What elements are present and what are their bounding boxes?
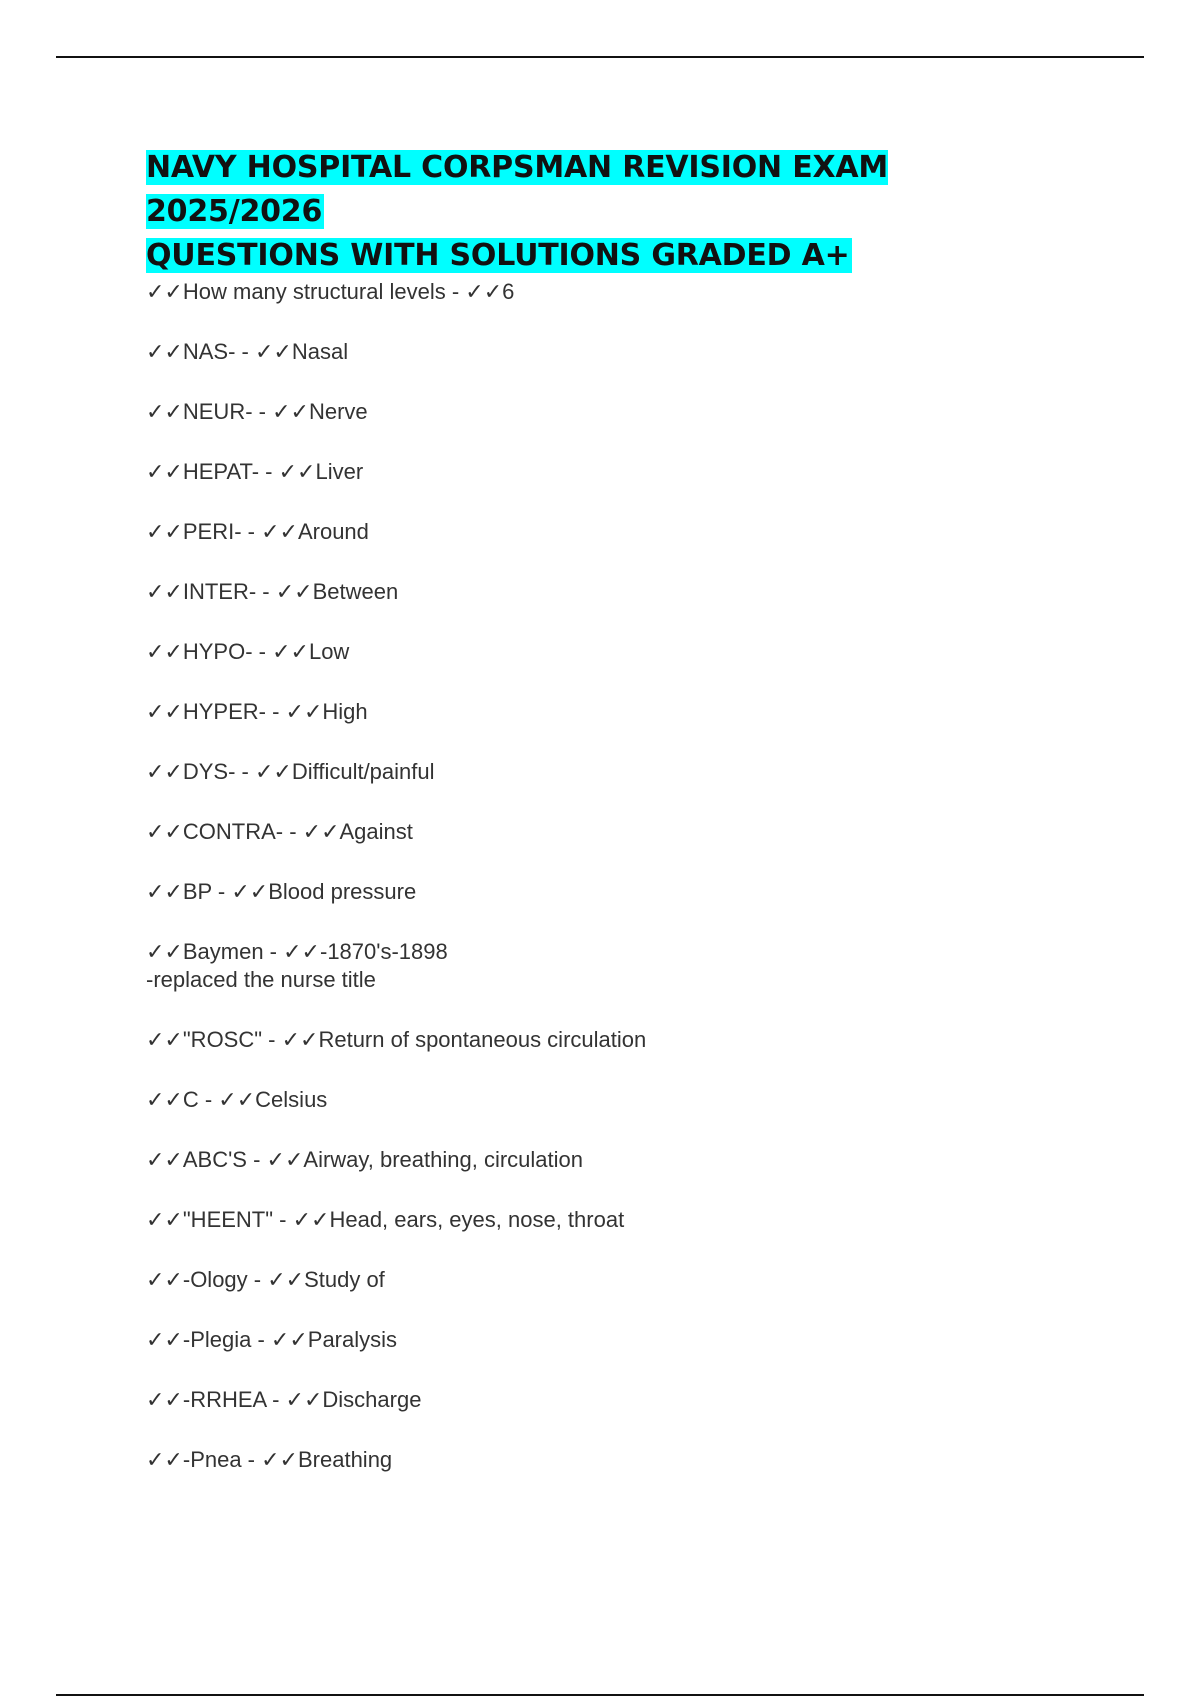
qa-text: ✓✓BP - ✓✓Blood pressure (146, 879, 417, 904)
bottom-divider (56, 1694, 1144, 1696)
qa-text: ✓✓"HEENT" - ✓✓Head, ears, eyes, nose, throat (146, 1207, 625, 1232)
list-item (146, 458, 1066, 486)
qa-text: ✓✓PERI- - ✓✓Around (146, 519, 369, 544)
qa-text: ✓✓NEUR- - ✓✓Nerve (146, 399, 368, 424)
list-item (146, 1446, 1066, 1474)
qa-text: ✓✓HYPO- - ✓✓Low (146, 639, 350, 664)
qa-text: ✓✓HYPER- - ✓✓High (146, 699, 368, 724)
list-item (146, 1386, 1066, 1414)
list-item (146, 398, 1066, 426)
qa-extra-text: -replaced the nurse title (146, 967, 376, 992)
qa-text: ✓✓-Pnea - ✓✓Breathing (146, 1447, 393, 1472)
list-item (146, 278, 1066, 306)
qa-text: ✓✓CONTRA- - ✓✓Against (146, 819, 413, 844)
qa-text: ✓✓HEPAT- - ✓✓Liver (146, 459, 364, 484)
qa-text: ✓✓"ROSC" - ✓✓Return of spontaneous circulation (146, 1027, 647, 1052)
list-item (146, 1026, 1066, 1054)
list-item (146, 938, 1066, 994)
qa-text: ✓✓NAS- - ✓✓Nasal (146, 339, 349, 364)
qa-text: ✓✓Baymen - ✓✓-1870's-1898 (146, 939, 448, 964)
list-item (146, 338, 1066, 366)
qa-text: ✓✓-RRHEA - ✓✓Discharge (146, 1387, 422, 1412)
list-item (146, 878, 1066, 906)
qa-text: ✓✓C - ✓✓Celsius (146, 1087, 328, 1112)
list-item (146, 578, 1066, 606)
list-item (146, 1146, 1066, 1174)
list-item (146, 698, 1066, 726)
list-item (146, 1326, 1066, 1354)
qa-text: ✓✓-Plegia - ✓✓Paralysis (146, 1327, 398, 1352)
list-item (146, 518, 1066, 546)
list-item (146, 818, 1066, 846)
top-divider (56, 56, 1144, 58)
qa-text: ✓✓DYS- - ✓✓Difficult/painful (146, 759, 435, 784)
qa-text: ✓✓-Ology - ✓✓Study of (146, 1267, 385, 1292)
list-item (146, 758, 1066, 786)
qa-list (146, 278, 1066, 1474)
list-item (146, 1206, 1066, 1234)
qa-text: ✓✓INTER- - ✓✓Between (146, 579, 399, 604)
document-body (146, 146, 1066, 1506)
qa-text: ✓✓How many structural levels - ✓✓6 (146, 279, 515, 304)
list-item (146, 1086, 1066, 1114)
title-line-2: QUESTIONS WITH SOLUTIONS GRADED A+ (146, 238, 850, 273)
list-item (146, 1266, 1066, 1294)
list-item (146, 638, 1066, 666)
qa-text: ✓✓ABC'S - ✓✓Airway, breathing, circulation (146, 1147, 584, 1172)
document-title (146, 146, 1066, 278)
title-line-1: NAVY HOSPITAL CORPSMAN REVISION EXAM 2025/2026 (146, 150, 889, 229)
